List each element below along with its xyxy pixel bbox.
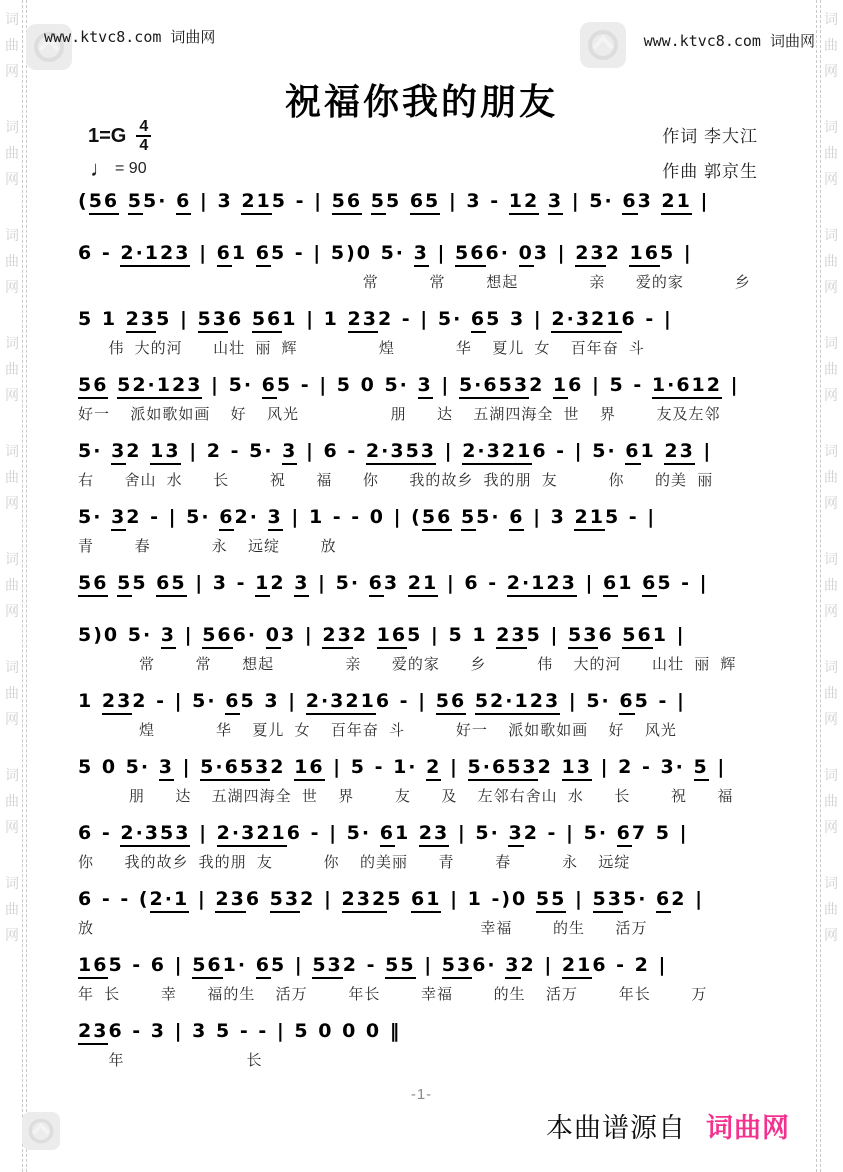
- time-signature: [136, 118, 151, 154]
- notation-line: 6 - 2·123 | 61 65 - | 5)0 5· 3 | 566· 03 | 232 165 |: [78, 242, 768, 270]
- watermark-text-group: 词 曲 网: [824, 443, 838, 511]
- source-site-name: 词曲网: [706, 1113, 790, 1143]
- watermark-text-group: 词 曲 网: [824, 659, 838, 727]
- notation-line: 56 52·123 | 5· 65 - | 5 0 5· 3 | 5·6532 16 | 5 - 1·612 |: [78, 374, 768, 402]
- lyrics-line: 年 长: [78, 1052, 263, 1069]
- source-attribution: [546, 1106, 790, 1145]
- watermark-logo-icon: [22, 1112, 60, 1150]
- notation-system: [78, 572, 768, 611]
- right-watermark-column: [821, 6, 841, 1172]
- time-signature-top: 4: [136, 118, 151, 137]
- watermark-text-group: 词 曲 网: [824, 335, 838, 403]
- notation-system: [78, 954, 768, 1007]
- watermark-text-group: 词 曲 网: [5, 11, 19, 79]
- watermark-text-group: 词 曲 网: [824, 875, 838, 943]
- watermark-text-group: 词 曲 网: [5, 119, 19, 187]
- watermark-text-group: 词 曲 网: [824, 227, 838, 295]
- watermark-text-group: 词 曲 网: [5, 659, 19, 727]
- notation-system: [78, 822, 768, 875]
- notation-system: [78, 624, 768, 677]
- tempo-marking: [90, 156, 147, 182]
- notation-system: [78, 888, 768, 941]
- watermark-text-group: 词 曲 网: [5, 551, 19, 619]
- notation-system: [78, 308, 768, 361]
- notation-line: 6 - - (2·1 | 236 532 | 2325 61 | 1 -)0 55 | 535· 62 |: [78, 888, 768, 916]
- time-signature-bottom: 4: [139, 137, 149, 154]
- lyrics-line: 右 舍山 水 长 祝 福 你 我的故乡 我的朋 友 你 的美 丽: [78, 472, 714, 489]
- lyrics-line: 伟 大的河 山壮 丽 辉 煌 华 夏儿 女 百年奋 斗: [78, 340, 645, 357]
- lyrics-line: 常 常 想起 亲 爱的家 乡 伟 大的河 山壮 丽 辉: [78, 656, 737, 673]
- notation-system: [78, 1020, 768, 1073]
- notation-system: [78, 242, 768, 295]
- watermark-text-group: 词 曲 网: [824, 11, 838, 79]
- tempo-value: = 90: [115, 160, 147, 177]
- lyrics-line: 青 春 永 远绽 放: [78, 538, 337, 555]
- notation-line: 1 232 - | 5· 65 3 | 2·3216 - | 56 52·123 | 5· 65 - |: [78, 690, 768, 718]
- watermark-text-group: 词 曲 网: [824, 767, 838, 835]
- right-dashed-border-inner: [816, 0, 817, 1172]
- watermark-logo-icon: [580, 22, 626, 68]
- lyrics-line: 放 幸福 的生 活万: [78, 920, 648, 937]
- notation-system: [78, 440, 768, 493]
- lyrics-line: 好一 派如歌如画 好 风光 朋 达 五湖四海全 世 界 友及左邻: [78, 406, 721, 423]
- notation-line: 5 0 5· 3 | 5·6532 16 | 5 - 1· 2 | 5·6532 13 | 2 - 3· 5 |: [78, 756, 768, 784]
- composer-credit: 作曲 郭京生: [662, 162, 758, 181]
- notation-system: [78, 374, 768, 427]
- watermark-text-group: 词 曲 网: [5, 767, 19, 835]
- key-label: 1=G: [88, 124, 127, 147]
- notation-system: [78, 690, 768, 743]
- watermark-text-group: 词 曲 网: [5, 335, 19, 403]
- notation-system: [78, 506, 768, 559]
- page-number: -1-: [410, 1086, 433, 1103]
- score: [78, 190, 768, 1086]
- lyrics-line: [78, 601, 768, 611]
- site-url-left: www.ktvc8.com 词曲网: [44, 28, 216, 46]
- lyrics-line: 常 常 想起 亲 爱的家 乡: [78, 274, 751, 291]
- notation-line: 5· 32 13 | 2 - 5· 3 | 6 - 2·353 | 2·3216 - | 5· 61 23 |: [78, 440, 768, 468]
- notation-line: (56 55· 6 | 3 215 - | 56 55 65 | 3 - 12 3 | 5· 63 21 |: [78, 190, 768, 218]
- watermark-text-group: 词 曲 网: [5, 227, 19, 295]
- notation-line: 5)0 5· 3 | 566· 03 | 232 165 | 5 1 235 | 536 561 |: [78, 624, 768, 652]
- lyrics-line: 朋 达 五湖四海全 世 界 友 及 左邻右舍山 水 长 祝 福: [78, 788, 734, 805]
- notation-line: 236 - 3 | 3 5 - - | 5 0 0 0 ‖: [78, 1020, 768, 1048]
- left-dashed-border-inner: [26, 0, 27, 1172]
- source-label: 本曲谱源自: [546, 1113, 686, 1143]
- notation-system: [78, 190, 768, 229]
- watermark-text-group: 词 曲 网: [824, 551, 838, 619]
- left-dashed-border: [22, 0, 23, 1172]
- watermark-text-group: 词 曲 网: [5, 875, 19, 943]
- notation-line: 5 1 235 | 536 561 | 1 232 - | 5· 65 3 | 2·3216 - |: [78, 308, 768, 336]
- notation-line: 5· 32 - | 5· 62· 3 | 1 - - 0 | (56 55· 6 | 3 215 - |: [78, 506, 768, 534]
- song-title: 祝福你我的朋友: [284, 81, 558, 122]
- lyrics-line: 你 我的故乡 我的朋 友 你 的美丽 青 春 永 远绽: [78, 854, 631, 871]
- lyrics-line: 年 长 幸 福的生 活万 年长 幸福 的生 活万 年长 万: [78, 986, 708, 1003]
- key-signature: [88, 118, 151, 154]
- lyrics-line: [78, 219, 768, 229]
- watermark-text-group: 词 曲 网: [824, 119, 838, 187]
- left-watermark-column: [2, 6, 22, 1172]
- notation-line: 6 - 2·353 | 2·3216 - | 5· 61 23 | 5· 32 - | 5· 67 5 |: [78, 822, 768, 850]
- watermark-text-group: 词 曲 网: [5, 443, 19, 511]
- notation-line: 56 55 65 | 3 - 12 3 | 5· 63 21 | 6 - 2·123 | 61 65 - |: [78, 572, 768, 600]
- quarter-note-icon: ♩: [90, 156, 112, 181]
- lyricist-credit: 作词 李大江: [662, 127, 758, 146]
- lyrics-line: 煌 华 夏儿 女 百年奋 斗 好一 派如歌如画 好 风光: [78, 722, 677, 739]
- site-url-right: www.ktvc8.com 词曲网: [643, 32, 815, 50]
- notation-line: 165 - 6 | 561· 65 | 532 - 55 | 536· 32 | 216 - 2 |: [78, 954, 768, 982]
- notation-system: [78, 756, 768, 809]
